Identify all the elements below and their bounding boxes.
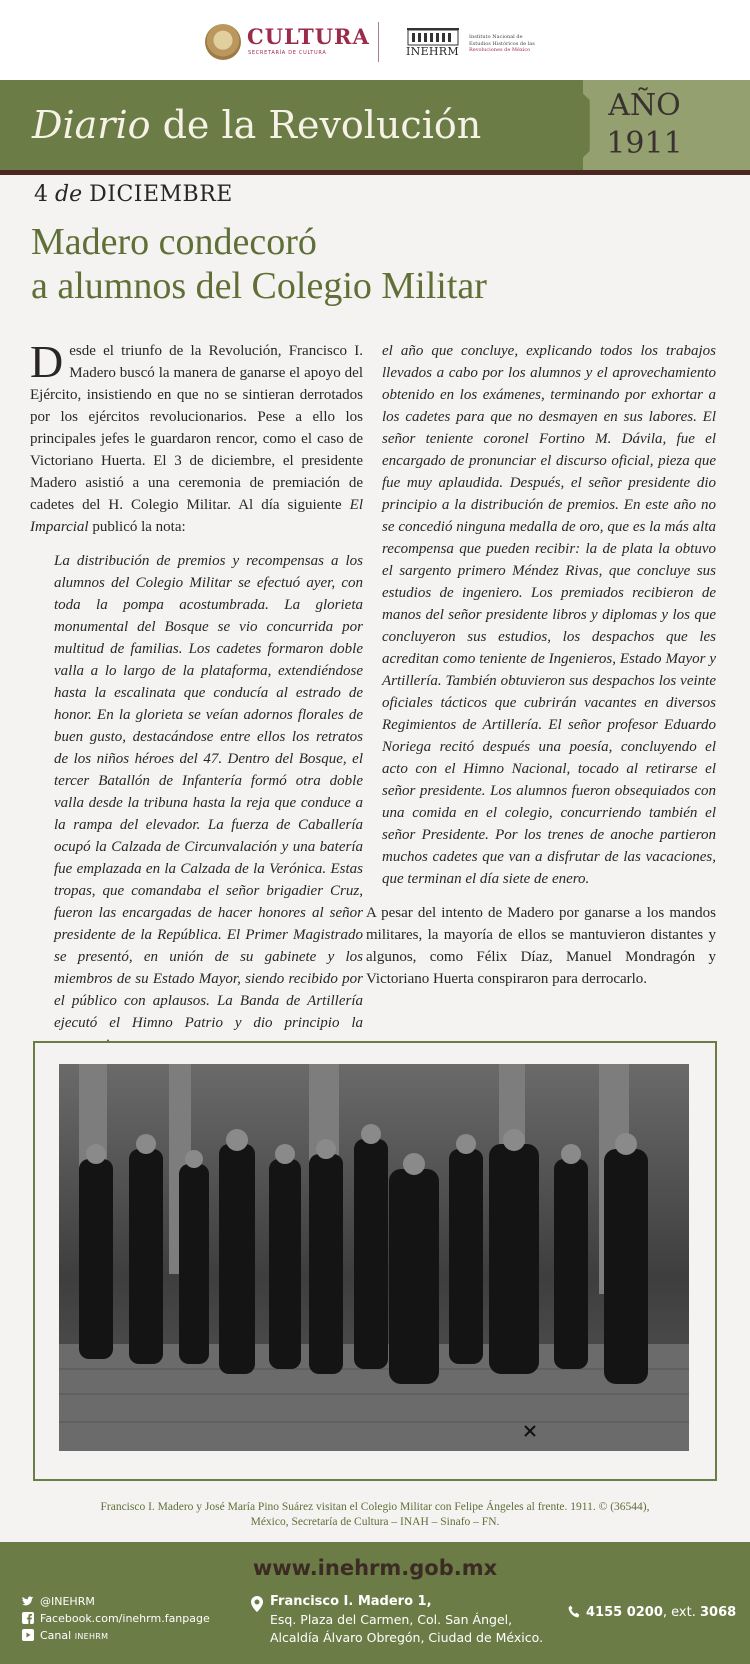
location-pin-icon <box>251 1596 263 1612</box>
phone-ext-label: , ext. <box>662 1605 700 1620</box>
series-title-rest: de la Revolución <box>150 103 482 147</box>
headline-line: Madero condecoró <box>31 221 317 263</box>
address-line: Esq. Plaza del Carmen, Col. San Ángel, <box>270 1612 513 1627</box>
intro-end: publicó la nota: <box>88 519 186 535</box>
quote-continuation: el año que concluye, explicando todos los trabajos llevados a cabo por los alumnos y el aprovechamiento obtenido en los exámenes, terminando por exhortar a los cadetes para que no desmayen en sus labores. El señor teniente coronel Fortino M. Dávila, fue el encargado de pronunciar el discurso oficial, pieza que fue muy aplaudida. Después, el señor presidente dio principio a la distribución de premios. En este año no se concedió ninguna medalla de oro, que es la más alta recompensa que pueden recibir: la de plata la obtuvo el sargento primero Méndez Rivas, que concluye sus estudios de ingeniero. Los premiados recibieron de manos del señor presidente libros y diplomas y los que concluyeron sus estudios, los despachos que les acreditan como teniente de Ingenieros, Estado Mayor y Artillería. También obtuvieron sus despachos los veinte oficiales tácticos que cubrirán vacantes en diversos Regimientos de Artillería. El señor profesor Eduardo Noriega recitó después una poesía, concluyendo el acto con el Himno Nacional, tocado al retirarse el señor presidente. Los alumnos fueron obsequiados con una comida en el colegio, concurriendo también el señor Presidente. Por los trenes de anoche partieron muchos cadetes que van a disfrutar de las vacaciones, que terminan el día siete de enero. <box>382 343 716 887</box>
website-link[interactable]: www.inehrm.gob.mx <box>252 1556 498 1580</box>
inehrm-logo-name: INEHRM <box>406 45 459 58</box>
series-title-italic: Diario <box>32 103 151 147</box>
youtube-channel: INEHRM <box>74 1632 109 1641</box>
youtube-icon <box>22 1629 34 1641</box>
twitter-handle: @INEHRM <box>40 1595 95 1608</box>
phone-number: 4155 0200 <box>586 1605 663 1620</box>
facebook-url: Facebook.com/inehrm.fanpage <box>40 1612 210 1625</box>
inehrm-desc-line: Instituto Nacional de <box>469 34 523 40</box>
article-headline <box>31 220 487 308</box>
drop-cap: D <box>30 336 64 387</box>
facebook-icon <box>22 1612 34 1624</box>
inehrm-logo <box>406 26 556 60</box>
article-right-column <box>366 340 716 990</box>
closing-paragraph: A pesar del intento de Madero por ganarse a los mandos militares, la mayoría de ellos se mantuvieron distantes y algunos, como Félix Díaz, Manuel Mondragón y Victoriano Huerta conspiraron para derrocarlo. <box>366 905 716 987</box>
address-line: Alcaldía Álvaro Obregón, Ciudad de México. <box>270 1630 544 1645</box>
article-date <box>34 182 233 207</box>
logo-bar <box>0 0 750 80</box>
cultura-logo <box>205 22 370 62</box>
twitter-link[interactable] <box>22 1593 210 1610</box>
inehrm-building-icon <box>406 26 460 46</box>
phone-icon <box>568 1605 580 1619</box>
date-month: DICIEMBRE <box>89 182 233 207</box>
cultura-logo-subtitle: SECRETARÍA DE CULTURA <box>248 50 327 56</box>
photo-caption <box>30 1500 720 1530</box>
inehrm-desc-line: Estudios Históricos de las <box>469 40 535 47</box>
year-label: AÑO <box>608 88 681 123</box>
caption-line: Francisco I. Madero y José María Pino Suárez visitan el Colegio Militar con Felipe Ángeles al frente. 1911. © (36544), <box>100 1501 650 1513</box>
phone-extension: 3068 <box>699 1605 737 1620</box>
inehrm-desc-line: Revoluciones de México <box>469 47 531 53</box>
twitter-icon <box>22 1596 34 1607</box>
facebook-link[interactable] <box>22 1610 210 1627</box>
caption-line: México, Secretaría de Cultura – INAH – Sinafo – FN. <box>250 1516 500 1528</box>
date-day: 4 <box>34 182 48 207</box>
youtube-link[interactable] <box>22 1627 210 1644</box>
header-rule <box>0 170 750 175</box>
inehrm-logo-description <box>469 34 559 54</box>
cultura-seal-icon <box>205 24 241 60</box>
series-title <box>32 103 481 147</box>
headline-line: a alumnos del Colegio Militar <box>31 265 487 307</box>
year-value: 1911 <box>606 126 683 161</box>
address-line: Francisco I. Madero 1, <box>270 1594 432 1609</box>
intro-text: esde el triunfo de la Revolución, Francisco I. Madero buscó la manera de ganarse el apoyo del Ejército, insistiendo en que no se sintieran derrotados por los ejércitos revolucionarios. Pese a ello los principales jefes le guardaron rencor, como el caso de Victoriano Huerta. El 3 de diciembre, el presidente Madero asistió a una ceremonia de premiación de cadetes del H. Colegio Militar. Al día siguiente <box>30 343 363 513</box>
historical-photograph <box>59 1064 689 1451</box>
intro-paragraph <box>30 336 363 538</box>
youtube-prefix: Canal <box>40 1629 75 1642</box>
quote-paragraph: La distribución de premios y recompensas a los alumnos del Colegio Militar se efectuó ayer, con toda la pompa acostumbrada. La glorieta monumental del Bosque se vio concurrida por multitud de familias. Los cadetes formaron doble valla a lo largo de la plataforma, extendiéndose hasta la escalinata que conducía al estrado de honor. En la glorieta se veían adornos florales de buen gusto, destacándose entre ellos los retratos de los niños héroes del 47. Dentro del Bosque, el tercer Batallón de Infantería formó otra doble valla desde la tribuna hasta la reja que conduce a la rampa del elevador. La fuerza de Caballería ocupó la Calzada de Circunvalación y una batería fue emplazada en la Calzada de la Verónica. Estas tropas, que comandaba el señor brigadier Cruz, fueron las encargadas de hacer honores al señor presidente de la República. El Primer Magistrado se presentó, en unión de su gabinete y los miembros de su Estado Mayor, siendo recibido por el público con aplausos. La Banda de Artillería ejecutó el Himno Patrio y dio principio la <box>54 553 363 1031</box>
cultura-logo-name: CULTURA <box>247 24 370 49</box>
article-left-column <box>30 336 363 1122</box>
logo-divider <box>378 22 379 62</box>
social-links <box>22 1593 210 1644</box>
newspaper-name: El Imparcial <box>30 497 363 535</box>
phone-contact[interactable] <box>568 1605 736 1620</box>
date-de: de <box>55 182 83 207</box>
address-text <box>270 1593 543 1647</box>
